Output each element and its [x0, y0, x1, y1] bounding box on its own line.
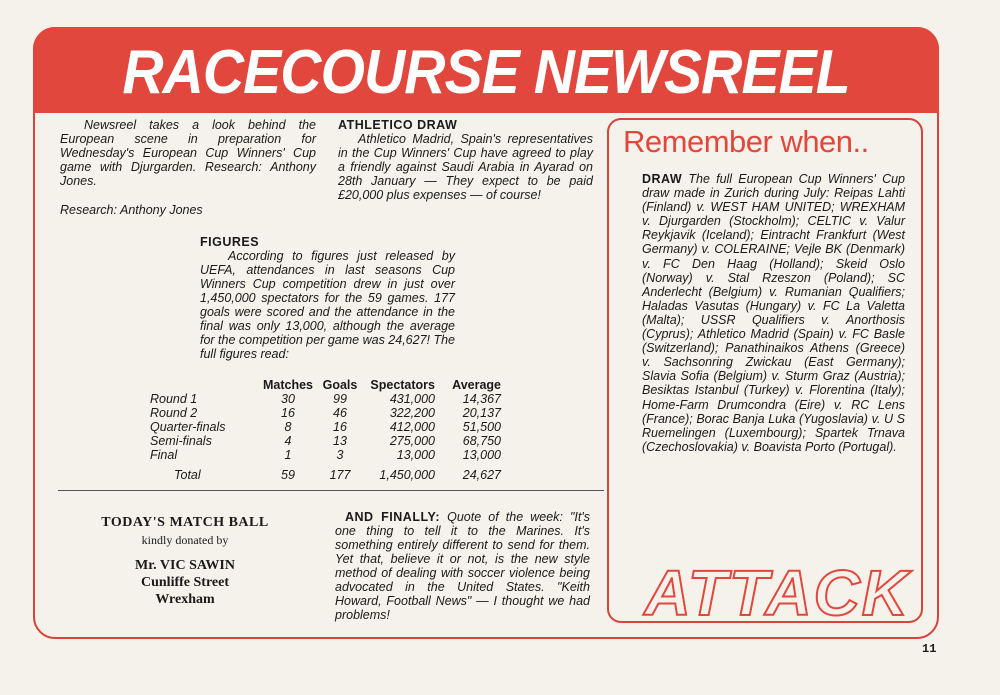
research-credit: Research: Anthony Jones	[60, 203, 203, 217]
table-cell: 46	[333, 406, 347, 420]
table-cell: 1,450,000	[379, 468, 435, 482]
table-cell: 14,367	[462, 392, 501, 406]
table-row	[150, 448, 510, 462]
table-total-row	[150, 468, 510, 482]
table-cell: Semi-finals	[150, 434, 212, 448]
donor-town: Wrexham	[155, 592, 215, 607]
figures-section	[200, 235, 455, 361]
intro-section	[60, 118, 316, 198]
table-row	[150, 434, 510, 448]
draw-heading: DRAW	[642, 172, 683, 186]
table-cell: 8	[284, 420, 292, 434]
finally-text: Quote of the week: "It's one thing to tell it to the Marines. It's something entirely different to send for them. Yet that, believe it or not, is the new style method of dealing with soccer violence being advocated in the United States. "Keith Howard, Football News" — I thought we had problems!	[335, 510, 590, 622]
table-cell: 68,750	[462, 434, 501, 448]
divider	[58, 490, 604, 491]
table-cell: 177	[329, 468, 351, 482]
table-row	[150, 406, 510, 420]
donor-name: Mr. VIC SAWIN	[135, 558, 235, 573]
table-header: Goals	[322, 378, 358, 392]
table-cell: 4	[284, 434, 292, 448]
page-title: RACECOURSE NEWSREEL	[122, 38, 850, 107]
figures-table	[150, 378, 510, 482]
page-number: 11	[922, 642, 937, 656]
table-header: Spectators	[370, 378, 435, 392]
table-cell: 30	[281, 392, 295, 406]
athletico-heading: ATHLETICO DRAW	[338, 118, 458, 132]
remember-when-title: Remember when..	[623, 124, 869, 159]
table-cell: 322,200	[389, 406, 435, 420]
table-cell: 16	[281, 406, 295, 420]
figures-text: According to figures just released by UEFA, attendances in last seasons Cup Winners Cup competition drew in just over 1,450,000 spectators for the 59 games. 177 goals were scored and the attendance in the final was only 13,000, although the average for the competition per game was 24,627! The full figures read:	[200, 249, 456, 361]
table-cell: Quarter-finals	[150, 420, 226, 434]
figures-heading: FIGURES	[200, 235, 260, 249]
table-cell: 20,137	[462, 406, 501, 420]
match-ball-notice	[80, 515, 290, 608]
table-cell: 412,000	[389, 420, 435, 434]
draw-section	[642, 172, 905, 454]
athletico-section	[338, 118, 593, 202]
table-cell: 24,627	[462, 468, 501, 482]
finally-section	[335, 510, 590, 622]
table-cell: 275,000	[389, 434, 435, 448]
table-cell: 16	[333, 420, 347, 434]
table-header-row	[150, 378, 510, 392]
attack-logo	[612, 555, 917, 625]
table-header: Matches	[262, 378, 314, 392]
table-cell: 99	[333, 392, 347, 406]
table-cell: 1	[284, 448, 292, 462]
donor-street: Cunliffe Street	[141, 575, 229, 590]
table-cell: 51,500	[462, 420, 501, 434]
finally-heading: AND FINALLY:	[345, 510, 441, 524]
attack-logo-text: ATTACK	[644, 557, 910, 625]
match-ball-heading: TODAY'S MATCH BALL	[101, 515, 269, 530]
athletico-text: Athletico Madrid, Spain's representatives in the Cup Winners' Cup have agreed to play a friendly against Saudi Arabia in Ayarad on 28th January — They expect to be paid £20,000 plus expenses — of course!	[338, 132, 593, 202]
table-cell: Total	[174, 468, 201, 482]
table-cell: 13,000	[396, 448, 435, 462]
draw-text: The full European Cup Winners' Cup draw made in Zurich during July: Reipas Lahti (Finland) v. WEST HAM UNITED; WREXHAM v. Djurgarden (Stockholm); CELTIC v. Valur Reykjavik (Iceland); Eintracht Frankfurt (West Germany) v. COLERAINE; Vejle BK (Denmark) v. FC Den Haag (Holland); Skeid Oslo (Norway) v. Stal Rzeszon (Poland); SC Anderlecht (Belgium) v. Rumanian Qualifiers; Haladas Vasutas (Hungary) v. FC La Valetta (Malta); USSR Qualifiers v. Anorthosis (Cyprus); Athletico Madrid (Spain) v. FC Basle (Switzerland); Panathinaikos Athens (Greece) v. Sachsonring Zwickau (East Germany); Slavia Sofia (Belgium) v. Sturm Graz (Austria); Besiktas Istanbul (Turkey) v. Florentina (Italy); Home-Farm Drumcondra (Eire) v. RC Lens (France); Borac Banja Luka (Yugoslavia) v. U S Ruemelingen (Luxembourg); Spartek Trnava (Czechoslovakia) v. Boavista Porto (Portugal).	[642, 172, 905, 454]
table-cell: 13	[333, 434, 347, 448]
table-row	[150, 392, 510, 406]
table-cell: 13,000	[462, 448, 501, 462]
header-banner	[33, 27, 939, 113]
table-cell: Round 1	[150, 392, 198, 406]
match-ball-subheading: kindly donated by	[141, 533, 229, 547]
table-cell: Final	[150, 448, 178, 462]
table-cell: 431,000	[389, 392, 435, 406]
table-cell: 3	[336, 448, 344, 462]
table-cell: Round 2	[150, 406, 198, 420]
table-header: Average	[452, 378, 501, 392]
table-cell: 59	[281, 468, 295, 482]
table-row	[150, 420, 510, 434]
intro-text: Newsreel takes a look behind the European scene in preparation for Wednesday's European Cup Winners' Cup game with Djurgarden. Research: Anthony Jones.	[60, 118, 316, 188]
